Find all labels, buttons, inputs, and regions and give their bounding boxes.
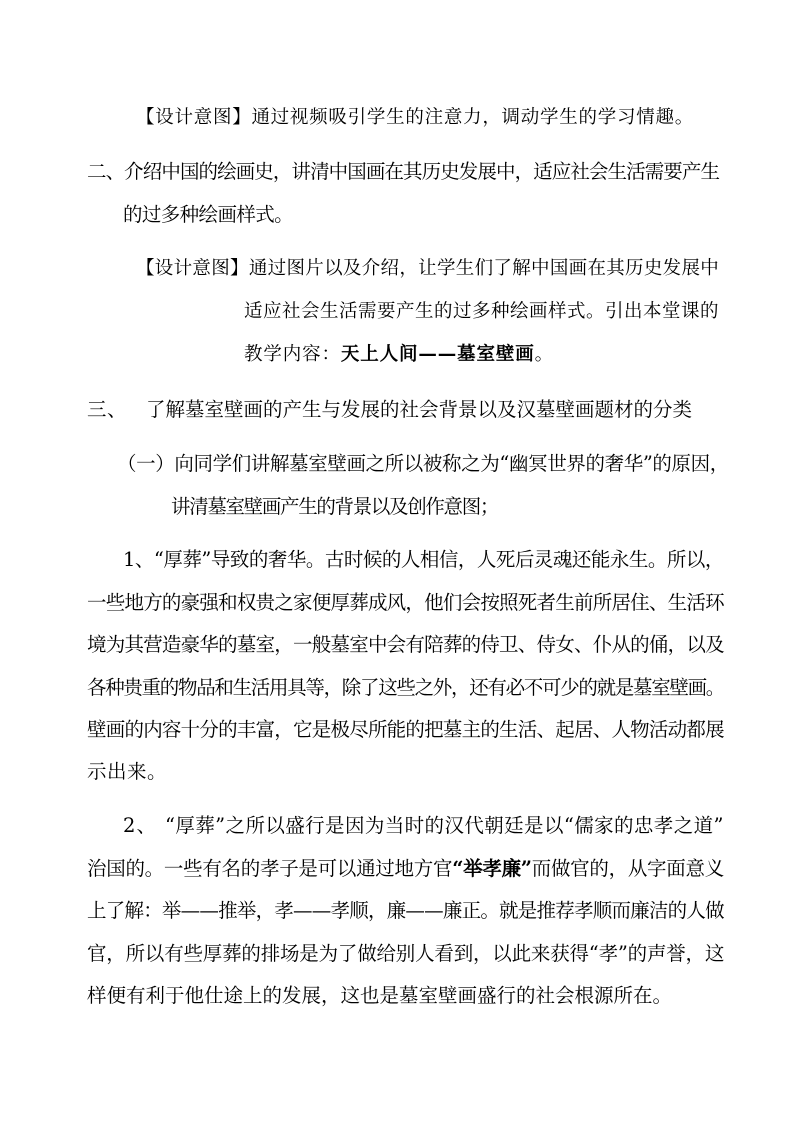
section-2-heading-line-1: 二、介绍中国的绘画史，讲清中国画在其历史发展中，适应社会生活需要产生 xyxy=(87,160,720,183)
paragraph-1-line-6: 示出来。 xyxy=(87,760,168,783)
paragraph-2-line-3: 上了解：举——推举，孝——孝顺，廉——廉正。就是推荐孝顺而廉洁的人做 xyxy=(87,899,724,922)
teaching-content-label: 教学内容： xyxy=(244,344,341,365)
paragraph-1-line-2: 一些地方的豪强和权贵之家便厚葬成风，他们会按照死者生前所居住、生活环 xyxy=(87,591,724,614)
ju-xiao-lian-term: “举孝廉” xyxy=(452,857,532,880)
subsection-1-line-1: （一）向同学们讲解墓室壁画之所以被称之为“幽冥世界的奢华”的原因， xyxy=(117,452,729,475)
section-2-heading-line-2: 的过多种绘画样式。 xyxy=(123,203,294,226)
section-3-number: 三、 xyxy=(87,398,127,421)
paragraph-2-line-4: 官，所以有些厚葬的排场是为了做给别人看到，以此来获得“孝”的声誉，这 xyxy=(87,942,725,965)
design-intent-1: 【设计意图】通过视频吸引学生的注意力，调动学生的学习情趣。 xyxy=(136,107,694,128)
subsection-1-line-2: 讲清墓室壁画产生的背景以及创作意图； xyxy=(171,495,499,518)
paragraph-2-text-b: 而做官的，从字面意义 xyxy=(531,857,724,880)
lesson-title-period: 。 xyxy=(534,344,554,365)
section-3-heading: 了解墓室壁画的产生与发展的社会背景以及汉墓壁画题材的分类 xyxy=(146,398,693,421)
paragraph-2-line-2 xyxy=(87,856,724,882)
paragraph-1-line-3: 境为其营造豪华的墓室，一般墓室中会有陪葬的侍卫、侍女、仆从的俑，以及 xyxy=(87,633,724,656)
lesson-title: 天上人间——墓室壁画 xyxy=(340,344,535,365)
paragraph-1-line-5: 壁画的内容十分的丰富，它是极尽所能的把墓主的生活、起居、人物活动都展 xyxy=(87,718,724,741)
paragraph-1-line-1: 1、“厚葬”导致的奢华。古时候的人相信，人死后灵魂还能永生。所以， xyxy=(123,548,724,571)
design-intent-2-line-2: 适应社会生活需要产生的过多种绘画样式。引出本堂课的 xyxy=(244,301,720,322)
paragraph-2-text-a: 治国的。一些有名的孝子是可以通过地方官 xyxy=(87,857,453,880)
paragraph-2-line-5: 样便有利于他仕途上的发展，这也是墓室壁画盛行的社会根源所在。 xyxy=(87,984,673,1007)
paragraph-1-line-4: 各种贵重的物品和生活用具等，除了这些之外，还有必不可少的就是墓室壁画。 xyxy=(87,676,725,699)
paragraph-2-line-1: “厚葬”之所以盛行是因为当时的汉代朝廷是以“儒家的忠孝之道” xyxy=(165,814,724,837)
paragraph-2-number: 2、 xyxy=(123,814,157,837)
design-intent-2-line-1: 【设计意图】通过图片以及介绍，让学生们了解中国画在其历史发展中 xyxy=(136,258,720,279)
design-intent-2-line-3 xyxy=(244,342,554,368)
